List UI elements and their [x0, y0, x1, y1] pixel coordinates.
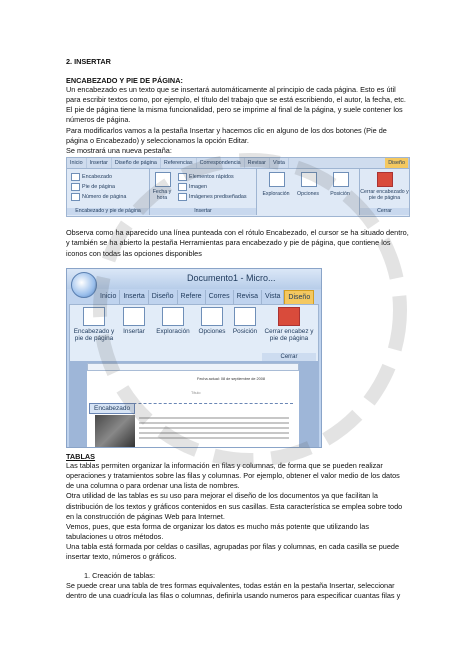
text-line: Otra utilidad de las tablas es su uso para mejorar el diseño de los documentos ya que facilitan la [66, 491, 378, 500]
text-line: Para modificarlos vamos a la pestaña Insertar y hacemos clic en alguno de los dos botones (Pie de [66, 126, 387, 135]
word-window-screenshot [66, 268, 322, 448]
ruler [87, 363, 299, 371]
text-line: Observa como ha aparecido una línea punteada con el rótulo Encabezado, el cursor se ha situado dentro, [66, 228, 409, 237]
posicion-button[interactable] [230, 307, 260, 335]
section-heading: 2. INSERTAR [66, 57, 111, 66]
group-label: Insertar [150, 208, 256, 215]
fecha-hora-button[interactable]: Fecha y hora [152, 189, 172, 201]
elementos-rapidos-label: Elementos rápidos [189, 174, 234, 180]
text-line: y también se ha abierto la pestaña Herramientas para encabezado y pie de página, que contiene los [66, 238, 391, 247]
document-page[interactable] [87, 371, 299, 448]
tab-vista[interactable]: Vista [262, 290, 284, 305]
text-line: iconos con todas las opciones disponibles [66, 249, 202, 258]
text-line: Vemos, pues, que esta forma de organizar los datos es mucho más potente que utilizando las [66, 522, 369, 531]
navigation-icon[interactable] [269, 172, 285, 187]
text-line: insertar texto, números o gráficos. [66, 552, 177, 561]
opciones-button[interactable] [196, 307, 228, 335]
navigation-icon [162, 307, 184, 326]
group-label-cerrar: Cerrar [262, 353, 316, 361]
options-icon[interactable] [301, 172, 317, 187]
insertar-button[interactable] [118, 307, 150, 335]
button-label: Encabezado y pie de página [73, 328, 115, 342]
opciones-button[interactable]: Opciones [297, 191, 319, 197]
tab-diseno[interactable]: Diseño [284, 290, 314, 305]
ribbon-tabs [97, 290, 314, 305]
position-icon[interactable] [333, 172, 349, 187]
group-cerrar [360, 169, 409, 215]
text-line: El pie de página tiene la misma funcionalidad, pero se imprime al final de la página, y suele contener los [66, 105, 403, 114]
tab-inicio[interactable]: Inicio [67, 158, 87, 168]
tab-insertar[interactable]: Insertar [87, 158, 112, 168]
imagen-label: Imagen [189, 184, 207, 190]
office-button-icon[interactable] [71, 272, 97, 298]
text-line: Una tabla está formada por celdas o casillas, agrupadas por filas y columnas, en cada casilla se puede [66, 542, 400, 551]
text-line: operaciones y tratamientos sobre las filas y columnas. Por ejemplo, obtener el valor medio de los datos [66, 471, 400, 480]
group-label: Cerrar [360, 208, 409, 215]
button-label: Posición [232, 328, 258, 335]
group-encabezado-pie [67, 169, 150, 215]
encabezado-label: Encabezado [82, 174, 112, 180]
tab-correspondencia[interactable]: Corres [206, 290, 234, 305]
encabezado-tag: Encabezado [89, 403, 135, 414]
posicion-button[interactable]: Posición [330, 191, 350, 197]
elementos-rapidos-button[interactable] [178, 173, 234, 181]
tab-revisar[interactable]: Revisa [234, 290, 262, 305]
text-line: Se puede crear una tabla de tres formas equivalentes, todas están en la pestaña Insertar, seleccionar [66, 581, 395, 590]
group-label: Encabezado y pie de página [67, 208, 149, 215]
tab-referencias[interactable]: Refere [178, 290, 206, 305]
text-line: Se mostrará una nueva pestaña: [66, 146, 172, 155]
window-title: Documento1 - Micro... [187, 273, 276, 283]
text-line: números de página. [66, 115, 131, 124]
pie-pagina-label: Pie de página [82, 184, 115, 190]
position-icon [234, 307, 256, 326]
header-icon [71, 173, 80, 181]
button-label: Cerrar encabez y pie de página [264, 328, 314, 342]
group-navegacion [257, 169, 360, 215]
text-line: en la construcción de páginas Web para Internet. [66, 512, 225, 521]
title-bar [67, 269, 321, 289]
page-number-icon [71, 193, 80, 201]
quick-parts-icon [178, 173, 187, 181]
list-item: 1. Creación de tablas: [84, 571, 155, 580]
close-icon [278, 307, 300, 326]
subsection-heading: ENCABEZADO Y PIE DE PÁGINA: [66, 76, 183, 85]
pie-pagina-button[interactable] [71, 183, 115, 191]
header-date-text: Fecha actual: 08 de septiembre de 2008 [197, 377, 265, 381]
text-line: Las tablas permiten organizar la información en filas y columnas, de forma que se pueden realizar [66, 461, 383, 470]
exploracion-button[interactable] [152, 307, 194, 335]
tab-inicio[interactable]: Inicio [97, 290, 120, 305]
tab-diseno[interactable]: Diseño [385, 158, 409, 168]
close-icon[interactable] [377, 172, 393, 187]
tab-referencias[interactable]: Referencias [161, 158, 197, 168]
footer-icon [71, 183, 80, 191]
tab-diseno-pagina[interactable]: Diseño [149, 290, 178, 305]
document-area [69, 361, 319, 447]
cerrar-encabezado-button[interactable] [262, 307, 316, 342]
tablas-heading: TABLAS [66, 452, 96, 461]
exploracion-button[interactable]: Exploración [262, 191, 290, 197]
cerrar-encabezado-button[interactable]: Cerrar encabezado y pie de página [360, 189, 409, 201]
ribbon-screenshot-header-footer [66, 157, 410, 217]
document-image [95, 415, 135, 447]
text-line: tabulaciones u otros métodos. [66, 532, 164, 541]
text-line: para escribir textos como, por ejemplo, el título del trabajo que se está escribiendo, el autor, la fecha, etc. [66, 95, 406, 104]
imagen-button[interactable] [178, 183, 207, 191]
group-insertar [150, 169, 257, 215]
tab-vista[interactable]: Vista [270, 158, 289, 168]
imagenes-predisenadas-button[interactable] [178, 193, 247, 201]
numero-pagina-label: Número de página [82, 194, 127, 200]
ribbon-panel [69, 304, 319, 362]
title-placeholder: Título [191, 391, 201, 395]
numero-pagina-button[interactable] [71, 193, 126, 201]
text-line: distribución de los textos y gráficos contenidos en sus casillas. Esta característica se emplea sobre todo [66, 502, 403, 511]
button-label: Insertar [123, 328, 145, 335]
button-label: Opciones [198, 328, 226, 335]
clipart-icon [178, 193, 187, 201]
options-icon [201, 307, 223, 326]
picture-icon [178, 183, 187, 191]
body-text-lines [139, 417, 289, 442]
calendar-icon[interactable] [155, 172, 171, 187]
button-label: Exploración [156, 328, 190, 335]
text-line: dentro de una cuadrícula las filas o columnas, definirla usando numeros para especificar cuantas filas y [66, 591, 401, 600]
header-footer-icon [83, 307, 105, 326]
insert-icon [123, 307, 145, 326]
tab-diseno-pagina[interactable]: Diseño de página [112, 158, 161, 168]
text-line: Un encabezado es un texto que se insertará automáticamente al principio de cada página. Esto es útil [66, 85, 396, 94]
ribbon-tabs [67, 158, 409, 169]
tab-correspondencia[interactable]: Correspondencia [197, 158, 245, 168]
tab-revisar[interactable]: Revisar [245, 158, 270, 168]
text-line: de una columna o para ordenar una lista de nombres. [66, 481, 240, 490]
imagenes-predisenadas-label: Imágenes prediseñadas [189, 194, 247, 200]
encabezado-button[interactable] [71, 173, 112, 181]
text-line: página o Encabezado) y seleccionamos la opción Editar. [66, 136, 249, 145]
tab-inserta[interactable]: Inserta [120, 290, 148, 305]
encabezado-pie-button[interactable] [72, 307, 116, 342]
